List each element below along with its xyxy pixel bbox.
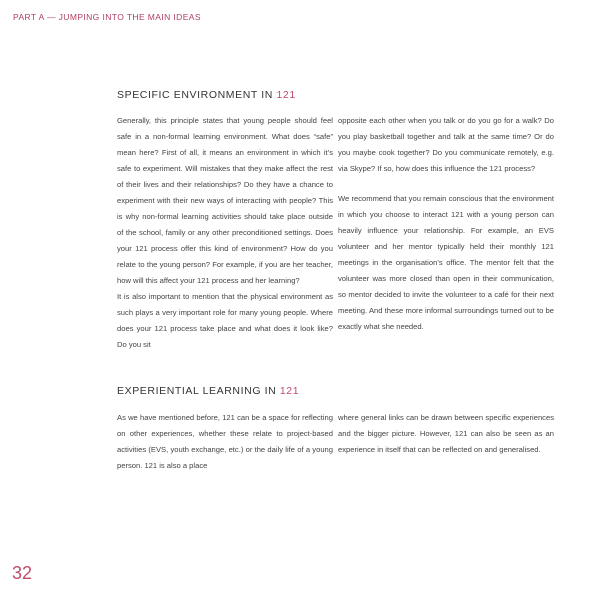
- body-paragraph: It is also important to mention that the physical environment as such plays a very important role for many young people. Where does your 121 process take place and what does it look like? Do you sit: [117, 292, 333, 349]
- section2-right-column: [338, 410, 554, 458]
- body-paragraph: Generally, this principle states that young people should feel safe in a non-formal learning environment. What does “safe” mean here? First of all, it means an environment in which it’s safe to experiment. Will mistakes that they make affect the rest of their lives and their relationships? Do they have a chance to experiment with their new ways of interacting with people? This is why non-formal learning activities should take place outside of the school, family or any other preconditioned settings. Does your 121 process offer this kind of environment? How do you relate to the young person? For example, if you are her teacher, how will this affect your 121 process and her learning?: [117, 116, 333, 285]
- section-title-text: EXPERIENTIAL LEARNING IN: [117, 385, 280, 397]
- section-title-experiential-learning: [117, 385, 299, 397]
- section-title-specific-environment: [117, 89, 296, 101]
- section-title-text: SPECIFIC ENVIRONMENT IN: [117, 89, 277, 101]
- body-paragraph: We recommend that you remain conscious that the environment in which you choose to interact 121 with a young person can heavily influence your relationship. For example, an EVS volunteer and her mentor typically held their monthly 121 meetings in the organisation’s office. The mentor felt that the volunteer was more closed than open in their communication, so mentor decided to invite the volunteer to a café for their next meeting. And these more informal surroundings turned out to be exactly what she needed.: [338, 194, 554, 331]
- page-number: 32: [12, 563, 33, 583]
- section2-left-column: [117, 410, 333, 474]
- body-paragraph: opposite each other when you talk or do you go for a walk? Do you play basketball together and talk at the same time? Or do you maybe cook together? Do you communicate remotely, e.g. via Skype? If so, how does this influence the 121 process?: [338, 116, 554, 173]
- body-paragraph: As we have mentioned before, 121 can be a space for reflecting on other experiences, whether these relate to project-based activities (EVS, youth exchange, etc.) or the daily life of a young person. 121 is also a place: [117, 413, 333, 470]
- running-head: PART A — JUMPING INTO THE MAIN IDEAS: [13, 12, 201, 22]
- section1-right-column: [338, 113, 554, 335]
- body-paragraph: where general links can be drawn between specific experiences and the bigger picture. However, 121 can also be seen as an experience in itself that can be reflected on and generalised.: [338, 413, 554, 454]
- section-title-accent: 121: [276, 89, 296, 101]
- section1-left-column: [117, 113, 333, 353]
- section-title-accent: 121: [279, 385, 300, 397]
